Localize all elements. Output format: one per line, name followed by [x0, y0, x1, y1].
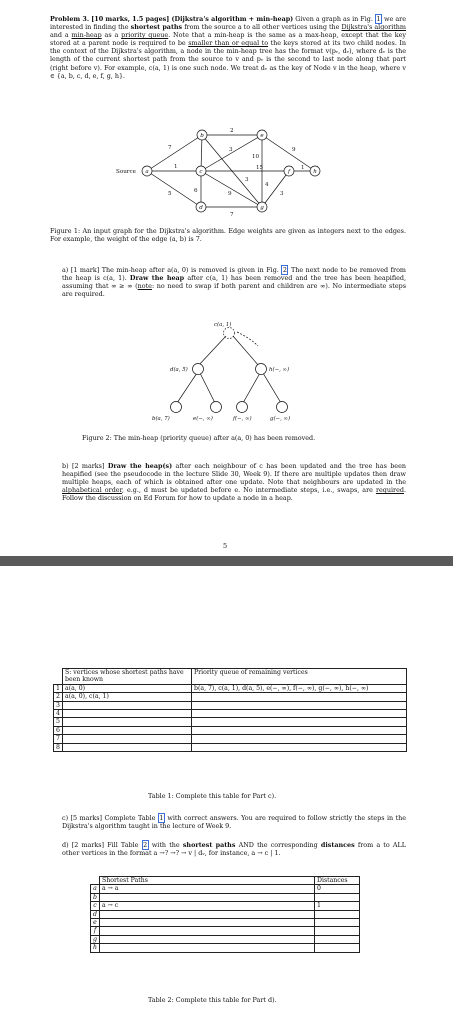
weight-a-d: 5 [168, 191, 172, 197]
heap-rr-label: g(−, ∞) [270, 416, 291, 422]
table-row [54, 693, 407, 701]
problem-statement: Problem 3. [10 marks, 1.5 pages] (Dijkstra's algorithm + min-heap) Given a graph as in Fig. 1 we are interested in finding the shortest paths from the source a to all other vertices using the Dijkstra's algorithm and a min-heap as a priority queue. Note that a min-heap is the same as a max-heap, except that the key stored at a parent node is required to be smaller than or equal to the keys stored at its two child nodes. In the context of the Dijkstra's algorithm, a node in the min-heap tree has the format v(pᵥ, dᵥ), where dᵥ is the length of the current shortest path from the source to v and pᵥ is the second to last node along that part (right before v). For example, c(a, 1) is one such node. We treat dᵥ as the key of Node v in the heap, where v ∈ {a, b, c, d, e, f, g, h}. [50, 15, 407, 80]
table-row [54, 726, 407, 734]
table-cell [192, 710, 407, 718]
table-cell [192, 718, 407, 726]
table-cell: b(a, 7), c(a, 1), d(a, 5), e(−, ∞), f(−, ∞), g(−, ∞), h(−, ∞) [192, 684, 407, 692]
table-cell [192, 726, 407, 734]
table-cell [63, 701, 192, 709]
figure-1-caption: Figure 1: An input graph for the Dijkstra's algorithm. Edge weights are given as integers next to the edges. For example, the weight of the edge (a, b) is 7. [50, 227, 406, 244]
table-2-link[interactable]: 2 [143, 841, 148, 849]
weight-c-e: 10 [252, 154, 260, 160]
table-cell: 4 [54, 710, 63, 718]
table2-header-path: Shortest Paths [100, 877, 315, 885]
table-cell [100, 893, 315, 901]
table-row [91, 935, 360, 943]
table-cell: b [91, 893, 100, 901]
svg-text:b: b [200, 133, 204, 139]
edge-b-c [201, 135, 202, 171]
table1-header-s: S: vertices whose shortest paths have been known [63, 669, 192, 685]
weight-c-f: 15 [256, 165, 264, 171]
table-cell [100, 935, 315, 943]
heap-node-d [193, 364, 204, 375]
figure-2-caption: Figure 2: The min-heap (priority queue) after a(a, 0) has been removed. [82, 434, 316, 442]
heap-node-h [256, 364, 267, 375]
table-cell [100, 944, 315, 952]
table-cell [100, 910, 315, 918]
table-row [91, 885, 360, 893]
table-cell [315, 893, 360, 901]
table-cell [63, 718, 192, 726]
svg-text:g: g [260, 205, 264, 211]
weight-g-f: 3 [280, 191, 284, 197]
weight-c-g: 3 [245, 177, 249, 183]
table-cell: 1 [315, 902, 360, 910]
table1-header-pq: Priority queue of remaining vertices [192, 669, 407, 685]
table-row [91, 927, 360, 935]
table-cell [63, 735, 192, 743]
edge-c-e [201, 135, 262, 171]
page-6 [0, 566, 453, 1024]
weight-e-h: 9 [292, 147, 296, 153]
table-2 [90, 876, 360, 953]
part-d: d) [2 marks] Fill Table 2 with the shortest paths AND the corresponding distances from a to ALL other vertices in the format a →? →? → v | dᵥ, for instance, a → c | 1. [62, 841, 406, 858]
heap-rl-label: f(−, ∞) [233, 416, 252, 422]
table-cell [192, 743, 407, 751]
heap-node-b [171, 402, 182, 413]
svg-text:a: a [145, 169, 149, 175]
table-cell: 7 [54, 735, 63, 743]
table-cell [315, 927, 360, 935]
table-cell: f [91, 927, 100, 935]
heap-node-f [237, 402, 248, 413]
weight-a-b: 7 [168, 145, 172, 151]
table-row [54, 718, 407, 726]
heap-figure [140, 318, 320, 424]
table-cell: 6 [54, 726, 63, 734]
svg-text:d: d [199, 205, 203, 211]
table-cell [315, 944, 360, 952]
weight-e-g: 4 [265, 182, 269, 188]
table-cell: a(a, 0) [63, 684, 192, 692]
edge-e-h [262, 135, 315, 171]
table-cell: 3 [54, 701, 63, 709]
table-cell: c [91, 902, 100, 910]
weight-c-d: 6 [194, 188, 198, 194]
table-row [54, 684, 407, 692]
table-row [54, 701, 407, 709]
table-cell: 1 [54, 684, 63, 692]
table-2-caption: Table 2: Complete this table for Part d). [148, 996, 277, 1004]
table-cell [315, 910, 360, 918]
table-row [54, 710, 407, 718]
page-number: 5 [223, 542, 228, 550]
heap-right-label: h(−, ∞) [269, 367, 290, 373]
weight-b-g: 9 [228, 191, 232, 197]
page-separator [0, 556, 453, 566]
heap-ll-label: b(a, 7) [152, 416, 170, 422]
table-cell: g [91, 935, 100, 943]
edge-g-f [262, 171, 289, 207]
heap-node-g [277, 402, 288, 413]
problem-heading: Problem 3. [10 marks, 1.5 pages] (Dijkstra's algorithm + min-heap) [50, 15, 294, 23]
table-cell [192, 693, 407, 701]
table-cell [100, 927, 315, 935]
table-cell: 5 [54, 718, 63, 726]
table-row [91, 944, 360, 952]
figure-2-link[interactable]: 2 [282, 266, 287, 274]
heap-root-node [224, 328, 235, 339]
table-row [91, 910, 360, 918]
table-cell: d [91, 910, 100, 918]
table-cell [315, 919, 360, 927]
graph-figure [110, 124, 350, 220]
svg-text:h: h [313, 169, 317, 175]
table-cell [100, 919, 315, 927]
part-b: b) [2 marks] Draw the heap(s) after each neighbour of c has been updated and the tree has been heapified (see the pseudocode in the lecture Slide 30, Week 9). If there are multiple updates then draw multiple heaps, each of which is obtained after one update. Note that neighbours are updated in the alphabetical order, e.g., d must be updated before e. No intermediate steps, i.e., swaps, are required. Follow the discussion on Ed Forum for how to update a node in a heap. [62, 462, 406, 503]
table-row [91, 902, 360, 910]
table-1-caption: Table 1: Complete this table for Part c). [148, 792, 277, 800]
table-cell [63, 710, 192, 718]
table2-header-dist: Distances [315, 877, 360, 885]
svg-text:c: c [199, 169, 203, 175]
table-row [91, 893, 360, 901]
table-cell [63, 726, 192, 734]
table-1 [53, 668, 407, 752]
table-cell: e [91, 919, 100, 927]
table-row [54, 735, 407, 743]
table-cell [315, 935, 360, 943]
heap-lr-label: e(−, ∞) [193, 416, 213, 422]
table-cell: a → a [100, 885, 315, 893]
table-row [91, 919, 360, 927]
table-cell: 8 [54, 743, 63, 751]
edge-c-g [201, 171, 262, 207]
weight-b-c: 3 [229, 147, 233, 153]
table-cell: h [91, 944, 100, 952]
table-cell: a → c [100, 902, 315, 910]
figure-1-link[interactable]: 1 [376, 15, 381, 23]
weight-d-g: 7 [230, 212, 234, 218]
table-cell: 2 [54, 693, 63, 701]
heap-left-label: d(a, 5) [170, 367, 188, 373]
table-cell [192, 701, 407, 709]
weight-b-e: 2 [230, 128, 234, 134]
table-cell [192, 735, 407, 743]
weight-a-c: 1 [174, 164, 178, 170]
part-c: c) [5 marks] Complete Table 1 with correct answers. You are required to follow strictly the steps in the Dijkstra's algorithm taught in the lecture of Week 9. [62, 814, 407, 831]
heap-node-e [211, 402, 222, 413]
table-row [54, 743, 407, 751]
svg-text:f: f [287, 169, 291, 175]
table-cell [63, 743, 192, 751]
table-cell: a [91, 885, 100, 893]
part-a: a) [1 mark] The min-heap after a(a, 0) is removed is given in Fig. 2 The next node to be removed from the heap is c(a, 1). Draw the heap after c(a, 1) has been removed and the tree has been heapified, assuming that ∞ ≥ ∞ (note: no need to swap if both parent and children are ∞). No intermediate steps are required. [62, 266, 406, 299]
table-cell: 0 [315, 885, 360, 893]
heap-root-label: c(a, 1) [214, 322, 232, 328]
source-label: Source [116, 169, 136, 175]
table-cell: a(a, 0), c(a, 1) [63, 693, 192, 701]
svg-text:e: e [260, 133, 264, 139]
edge-a-d [147, 171, 201, 207]
table-1-link[interactable]: 1 [159, 814, 164, 822]
weight-f-h: 1 [301, 165, 305, 171]
